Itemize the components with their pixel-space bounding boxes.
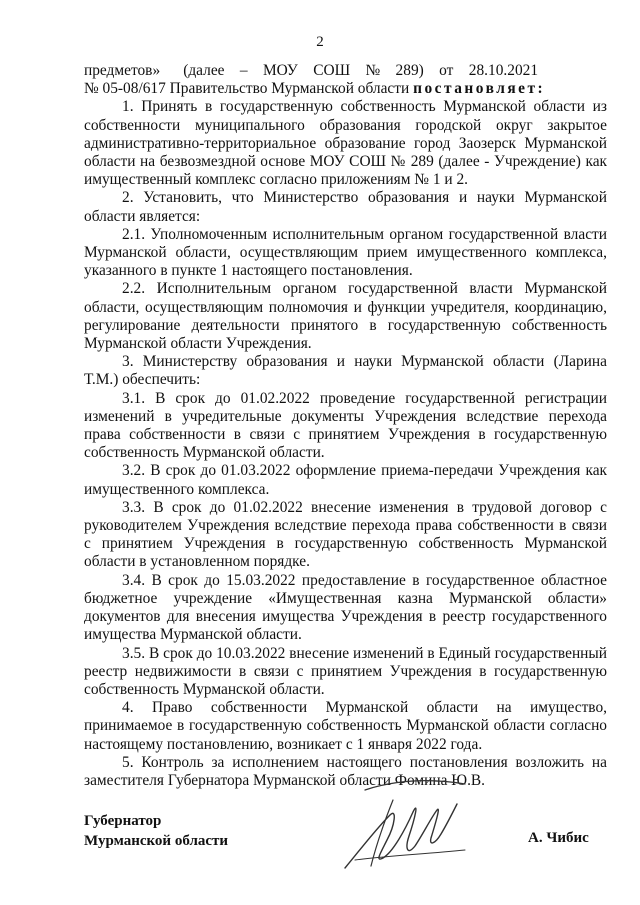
paragraph-2: 2. Установить, что Министерство образования и науки Мурманской области является: <box>84 189 607 225</box>
signatory-name: А. Чибис <box>528 830 589 846</box>
paragraph-4: 4. Право собственности Мурманской области на имущество, принимаемое в государственную собственность Мурманской области согласно настоящему постановлению, возникает с 1 января 2022 года. <box>84 699 607 753</box>
paragraph-3-3: 3.3. В срок до 01.02.2022 внесение изменения в трудовой договор с руководителем Учреждения вследствие перехода права собственности в связи с принятием Учреждения в государственную собственность Мурманской области в установленном порядке. <box>84 498 607 571</box>
signatory-title-line1: Губернатор <box>84 813 162 829</box>
page-number: 2 <box>316 34 324 50</box>
signatory-title-line2: Мурманской области <box>84 833 229 849</box>
paragraph-5: 5. Контроль за исполнением настоящего постановления возложить на заместителя Губернатора Мурманской области Фомина Ю.В. <box>84 753 607 789</box>
handwritten-signature <box>335 770 485 880</box>
document-body <box>84 62 607 790</box>
signatory-title <box>84 811 228 851</box>
paragraph-1: 1. Принять в государственную собственность Мурманской области из собственности муниципального образования городской округ закрытое административно-территориальное образование город Заозерск Мурманской области на безвозмездной основе МОУ СОШ № 289 (далее - Учреждение) как имущественный комплекс согласно приложениям № 1 и 2. <box>84 98 607 189</box>
paragraph-3-4: 3.4. В срок до 15.03.2022 предоставление в государственное областное бюджетное учреждение «Имущественная казна Мурманской области» документов для внесения имущества Учреждения в реестр государственного имущества Мурманской области. <box>84 571 607 644</box>
paragraph-3-5: 3.5. В срок до 10.03.2022 внесение изменений в Единый государственный реестр недвижимости в связи с принятием Учреждения в государственную собственность Мурманской области. <box>84 644 607 698</box>
continuation-line: предметов» (далее – МОУ СОШ № 289) от 28.10.2021 <box>84 62 539 79</box>
resolution-line <box>84 80 607 98</box>
resolution-verb: постановляет: <box>413 80 546 98</box>
resolution-prefix: № 05-08/617 Правительство Мурманской области <box>84 80 414 98</box>
paragraph-3-2: 3.2. В срок до 01.03.2022 оформление приема-передачи Учреждения как имущественного комплекса. <box>84 462 607 498</box>
paragraph-3: 3. Министерству образования и науки Мурманской области (Ларина Т.М.) обеспечить: <box>84 353 607 389</box>
paragraph-2-1: 2.1. Уполномоченным исполнительным органом государственной власти Мурманской области, осуществляющим прием имущественного комплекса, указанного в пункте 1 настоящего постановления. <box>84 225 607 280</box>
paragraph-3-1: 3.1. В срок до 01.02.2022 проведение государственной регистрации изменений в учредительные документы Учреждения вследствие перехода права собственности в связи с принятием Учреждения в государственную собственность Мурманской области. <box>84 389 607 462</box>
paragraph-2-2: 2.2. Исполнительным органом государственной власти Мурманской области, осуществляющим полномочия и функции учредителя, координацию, регулирование деятельности принятого в государственную собственность Мурманской области Учреждения. <box>84 280 607 353</box>
